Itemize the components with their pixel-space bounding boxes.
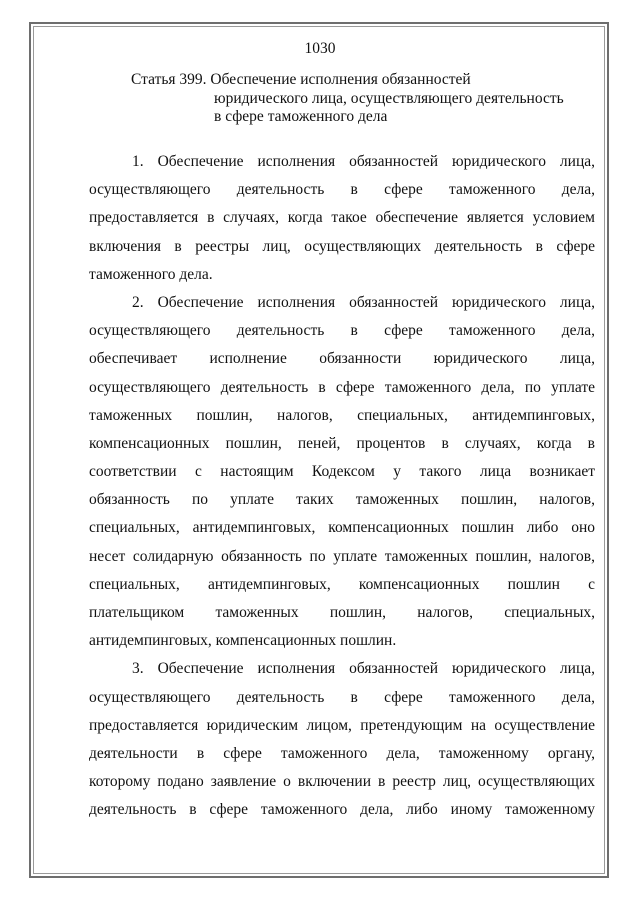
text-line: обязанность по уплате таких таможенных пошлин, налогов, [89, 491, 595, 509]
text-line: предоставляется в случаях, когда такое обеспечение является условием [89, 209, 595, 227]
article-body [89, 148, 595, 825]
text-line: специальных, антидемпинговых, компенсационных пошлин либо оно [89, 519, 595, 537]
text-line: обеспечивает исполнение обязанности юридического лица, [89, 350, 595, 368]
text-line: включения в реестры лиц, осуществляющих деятельность в сфере [89, 237, 595, 255]
text-line: деятельность в сфере таможенного дела, либо иному таможенному [89, 801, 595, 819]
paragraph-1 [89, 148, 595, 289]
text-line: таможенного дела. [89, 265, 213, 283]
paragraph-2 [89, 289, 595, 655]
text-line: 3. Обеспечение исполнения обязанностей юридического лица, [132, 660, 595, 678]
text-line: предоставляется юридическим лицом, претендующим на осуществление [89, 716, 595, 734]
text-line: специальных, антидемпинговых, компенсационных пошлин с [89, 575, 595, 593]
paragraph-3 [89, 655, 595, 824]
text-line: осуществляющего деятельность в сфере таможенного дела, [89, 322, 595, 340]
text-line: соответствии с настоящим Кодексом у такого лица возникает [89, 463, 595, 481]
text-line: 2. Обеспечение исполнения обязанностей юридического лица, [132, 293, 595, 311]
text-line: антидемпинговых, компенсационных пошлин. [89, 632, 397, 650]
article-heading [131, 71, 601, 127]
text-line: таможенных пошлин, налогов, специальных, антидемпинговых, [89, 406, 595, 424]
text-line: осуществляющего деятельность в сфере таможенного дела, по уплате [89, 378, 595, 396]
text-line: осуществляющего деятельность в сфере таможенного дела, [89, 181, 595, 199]
page-number: 1030 [304, 40, 336, 57]
text-line: компенсационных пошлин, пеней, процентов в случаях, когда в [89, 434, 595, 452]
article-heading-line: Статья 399. Обеспечение исполнения обязанностей [131, 71, 471, 88]
text-line: 1. Обеспечение исполнения обязанностей юридического лица, [132, 153, 595, 170]
text-line: несет солидарную обязанность по уплате таможенных пошлин, налогов, [89, 547, 595, 565]
article-heading-line: юридического лица, осуществляющего деятельность [214, 89, 564, 107]
text-line: которому подано заявление о включении в реестр лиц, осуществляющих [89, 773, 595, 791]
text-line: деятельности в сфере таможенного дела, таможенному органу, [89, 744, 595, 762]
article-heading-line: в сфере таможенного дела [214, 108, 388, 125]
text-line: осуществляющего деятельность в сфере таможенного дела, [89, 688, 595, 706]
text-line: плательщиком таможенных пошлин, налогов, специальных, [89, 604, 595, 621]
